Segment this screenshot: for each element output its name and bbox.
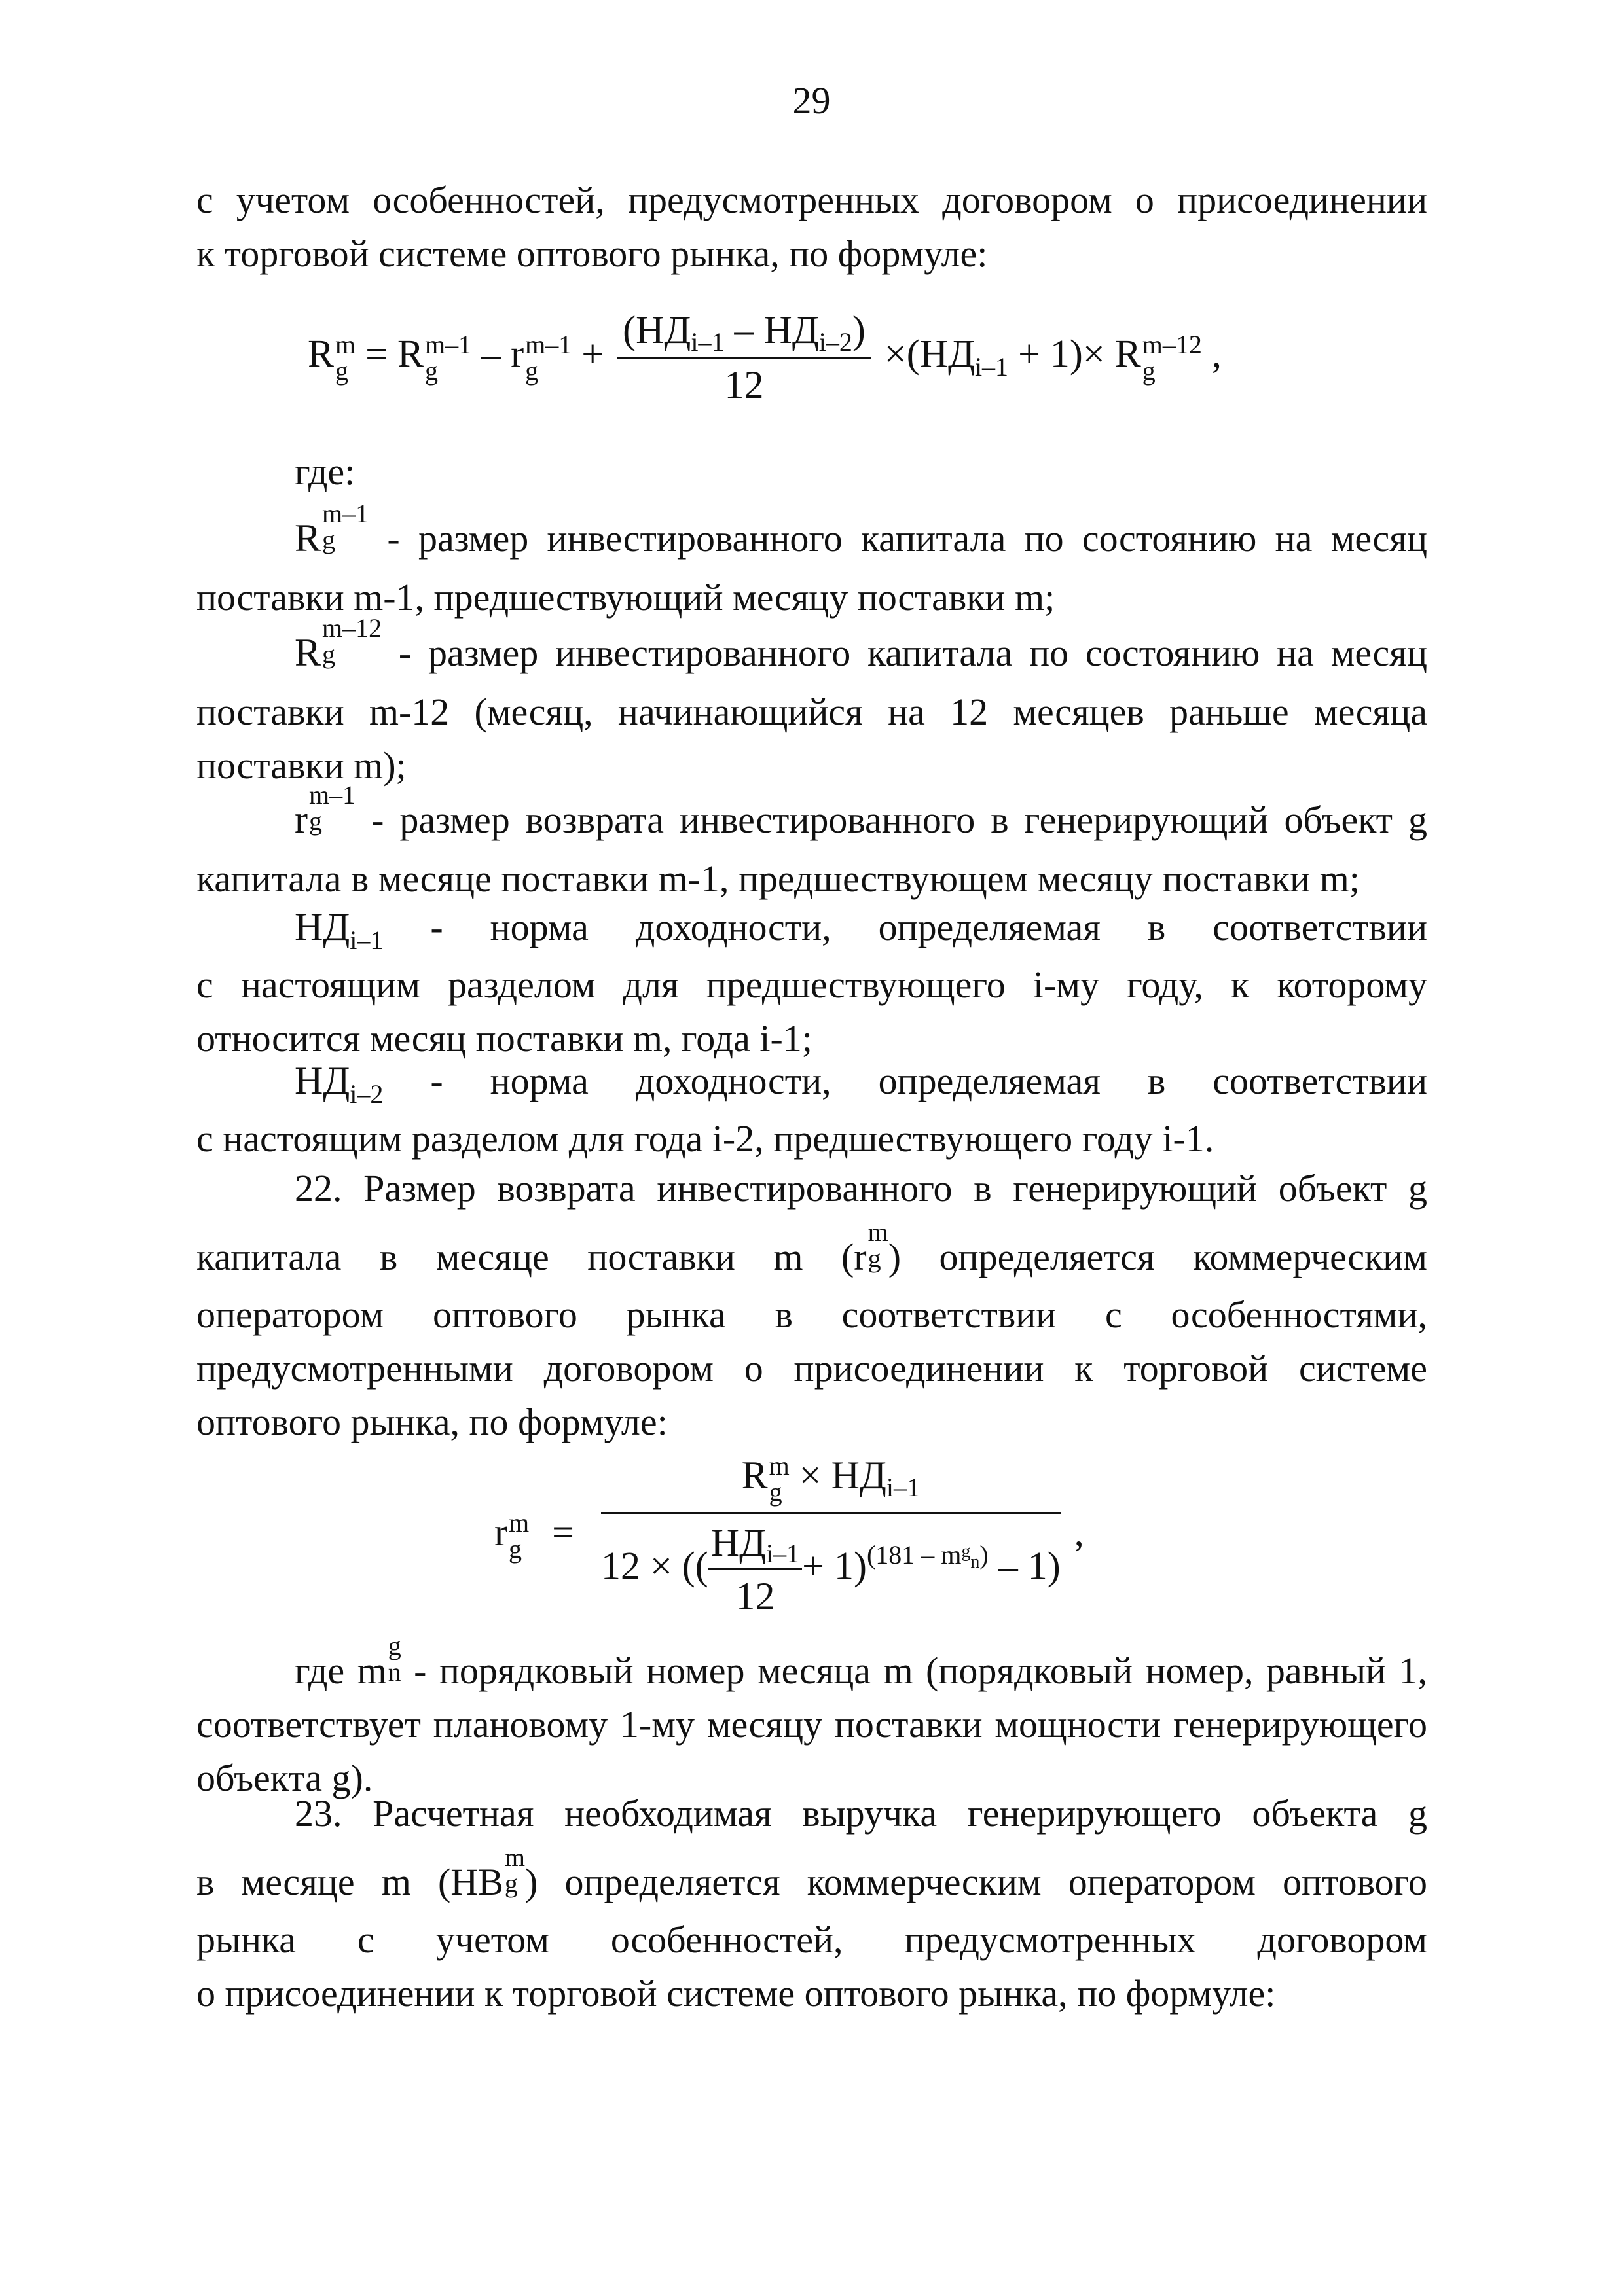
f2-exponent [867,1540,989,1570]
where-m-prefix: где m [295,1649,387,1692]
f2-den-end: – 1) [998,1544,1061,1588]
s23-line-2 [196,1844,1427,1909]
f2-inner-frac [708,1520,802,1619]
def1-text-first: - размер инвестированного капитала по состоянию на месяц [387,517,1427,560]
s22-line-1: 22. Размер возврата инвестированного в генерирующий объект g [295,1167,1427,1210]
page-number: 29 [792,79,831,122]
where-m-line-1 [196,1633,1427,1698]
f1-num-i1: i–1 [691,327,725,357]
f1-times-nd: ×(НД [884,332,975,376]
f1-comma: , [1211,332,1222,376]
f2-fraction [601,1453,1061,1619]
def1-symbol: R [295,516,321,560]
f1-num-i2: i–2 [818,327,852,357]
f1-plus: + [581,332,604,376]
def3-line-1 [196,782,1427,847]
def2-symbol: R [295,631,321,674]
f2-exp-sub-n: n [970,1551,980,1572]
def1-sup: m–1 [322,499,369,528]
f1-eq: = [365,332,388,376]
s23-sub-g: g [504,1869,518,1898]
f1-num-close: ) [852,308,866,351]
def4-text-first: - норма доходности, определяемая в соответствии [430,906,1427,948]
f2-eq: = [552,1510,574,1554]
f2-den-start: 12 × (( [600,1544,708,1588]
f2-lhs-sup: m [508,1508,530,1538]
f2-den-plus: + 1) [802,1544,867,1588]
definition-1 [196,501,1427,624]
def4-text-rest: с настоящим разделом для предшествующего i-му году, к которому [196,963,1427,1006]
intro-line-2: к торговой системе оптового рынка, по формуле: [196,232,988,275]
definition-2 [196,615,1427,793]
f1-sup-m12: m–12 [1142,329,1202,359]
f1-num-nd: (НД [623,308,691,351]
intro-paragraph [196,173,1427,281]
f1-sup-m1-r: m–1 [525,329,572,359]
f1-R2: R [397,332,424,376]
f1-sup-m1: m–1 [425,329,472,359]
def4-symbol: НД [295,905,350,948]
s22-sup-m: m [867,1217,888,1247]
def3-text-first: - размер возврата инвестированного в генерирующий объект g [371,798,1428,841]
section-23 [196,1787,1427,2020]
f2-num-sup-m: m [769,1451,790,1481]
f2-inner-i1: i–1 [766,1539,800,1569]
s22-line-2a: капитала в месяце поставки m (r [196,1236,867,1278]
f2-lhs-sub: g [508,1534,522,1564]
def5-line-1 [196,1054,1427,1112]
f2-lhs-r: r [494,1510,507,1554]
s22-line-4: предусмотренными договором о присоединении к торговой системе [196,1347,1427,1390]
def5-text-first: - норма доходности, определяемая в соответствии [430,1060,1427,1102]
f1-sub-g2: g [425,355,439,386]
def2-text-rest2: поставки m); [196,744,407,787]
f1-minus-r: – r [481,332,524,376]
f1-sub-g: g [335,355,349,386]
f1-fraction [617,308,871,408]
f2-comma: , [1074,1510,1084,1554]
s23-line-3: рынка с учетом особенностей, предусмотренных договором [196,1918,1427,1961]
def3-symbol: r [295,798,308,841]
f1-R: R [308,332,335,376]
s22-sub-g: g [867,1244,881,1273]
intro-line-1: с учетом особенностей, предусмотренных договором о присоединении [196,179,1427,221]
section-22 [196,1162,1427,1449]
f2-num-i1: i–1 [886,1473,921,1502]
s22-line-2b: ) определяется коммерческим [888,1236,1427,1278]
f1-num-minus-nd: – НД [734,308,819,351]
f1-sub-g3: g [525,355,539,386]
formula-capital [308,308,1222,408]
def5-sub: i–2 [350,1079,384,1109]
def1-text-rest: поставки m-1, предшествующий месяцу поставки m; [196,576,1055,619]
def3-sub: g [308,806,322,836]
where-m-sup: g [388,1631,401,1660]
definition-3 [196,782,1427,906]
f2-exp-text: (181 – m [866,1539,962,1570]
f1-plus-one-R: + 1)× R [1018,332,1141,376]
def5-symbol: НД [295,1059,350,1102]
s22-line-5: оптового рынка, по формуле: [196,1401,668,1443]
definition-4 [196,900,1427,1066]
f2-num-times-nd: × НД [799,1454,886,1497]
s22-line-2 [196,1219,1427,1284]
s23-line-4: о присоединении к торговой системе оптового рынка, по формуле: [196,1972,1276,2015]
f2-inner-12: 12 [735,1575,775,1619]
f1-sup-m: m [335,329,356,359]
def2-text-first: - размер инвестированного капитала по состоянию на месяц [398,632,1427,674]
f1-i1-b: i–1 [974,352,1009,382]
f1-sub-g4: g [1142,355,1156,386]
where-m-line-3: объекта g). [196,1757,373,1799]
def4-text-rest2: относится месяц поставки m, года i-1; [196,1017,812,1060]
def2-sup: m–12 [322,613,382,643]
s23-line-2b: ) определяется коммерческим оператором оптового [525,1861,1427,1903]
def1-line-1 [196,501,1427,565]
f2-num-R: R [741,1454,768,1497]
f2-num-sub-g: g [769,1477,782,1507]
def2-line-1 [196,615,1427,680]
s23-line-1: 23. Расчетная необходимая выручка генерирующего объекта g [295,1792,1427,1835]
def3-text-rest: капитала в месяце поставки m-1, предшествующем месяцу поставки m; [196,857,1360,900]
f2-exp-close: ) [979,1539,989,1570]
f2-inner-nd: НД [710,1521,767,1565]
s23-sup-m: m [504,1842,526,1872]
def4-line-1 [196,900,1427,958]
s22-line-3: оператором оптового рынка в соответствии с особенностями, [196,1293,1427,1336]
formula-return [494,1453,1084,1619]
def3-sup: m–1 [308,780,356,810]
where-m-line-2: соответствует плановому 1-му месяцу поставки мощности генерирующего [196,1703,1427,1746]
f2-exp-sup-g: g [961,1541,971,1562]
f1-denominator: 12 [724,363,764,406]
where-m-sub: n [388,1657,401,1687]
where-m-paragraph [196,1633,1427,1805]
s23-line-2a: в месяце m (НВ [196,1861,503,1903]
where-label: где: [295,450,356,493]
where-m-text: - порядковый номер месяца m (порядковый номер, равный 1, [401,1649,1427,1692]
definition-5 [196,1054,1427,1166]
def2-text-rest: поставки m-12 (месяц, начинающийся на 12 месяцев раньше месяца [196,691,1427,733]
def2-sub: g [322,639,336,669]
def4-sub: i–1 [350,925,384,955]
def1-sub: g [322,525,336,554]
def5-text-rest: с настоящим разделом для года i-2, предшествующего году i-1. [196,1117,1214,1160]
